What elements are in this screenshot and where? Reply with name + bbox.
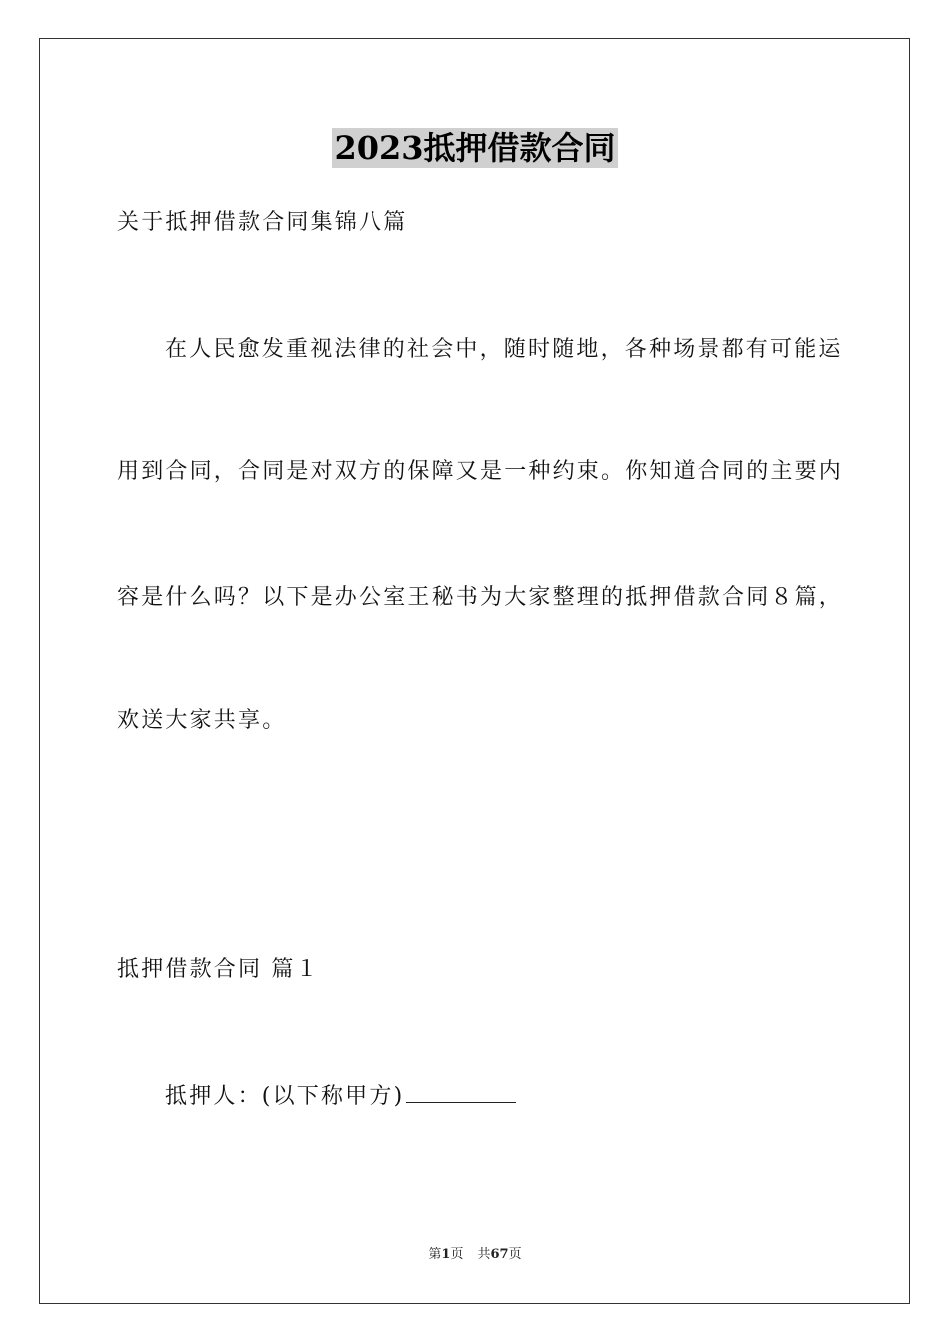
- footer-page-suffix: 页: [450, 1247, 464, 1262]
- page-footer: [0, 1246, 950, 1264]
- document-title: 2023抵押借款合同: [334, 129, 616, 167]
- footer-page-prefix: 第: [428, 1247, 442, 1262]
- footer-page-number: 1: [441, 1247, 451, 1262]
- intro-line-4: 欢送大家共享。: [117, 708, 287, 733]
- section-heading: 抵押借款合同 篇１: [117, 957, 320, 982]
- document-subtitle: 关于抵押借款合同集锦八篇: [117, 210, 408, 235]
- intro-line-2: 用到合同，合同是对双方的保障又是一种约束。你知道合同的主要内: [117, 459, 844, 484]
- pledger-field-label: 抵押人：(以下称甲方): [165, 1084, 405, 1109]
- intro-line-1: 在人民愈发重视法律的社会中，随时随地，各种场景都有可能运: [165, 337, 843, 362]
- footer-total-prefix: 共: [477, 1247, 491, 1262]
- intro-line-3: 容是什么吗？以下是办公室王秘书为大家整理的抵押借款合同８篇，: [117, 585, 844, 610]
- title-container: [0, 128, 950, 168]
- pledger-field-blank[interactable]: [406, 1080, 516, 1103]
- footer-total-pages: 67: [490, 1247, 509, 1262]
- footer-total-suffix: 页: [508, 1247, 522, 1262]
- pledger-field: [165, 1080, 885, 1112]
